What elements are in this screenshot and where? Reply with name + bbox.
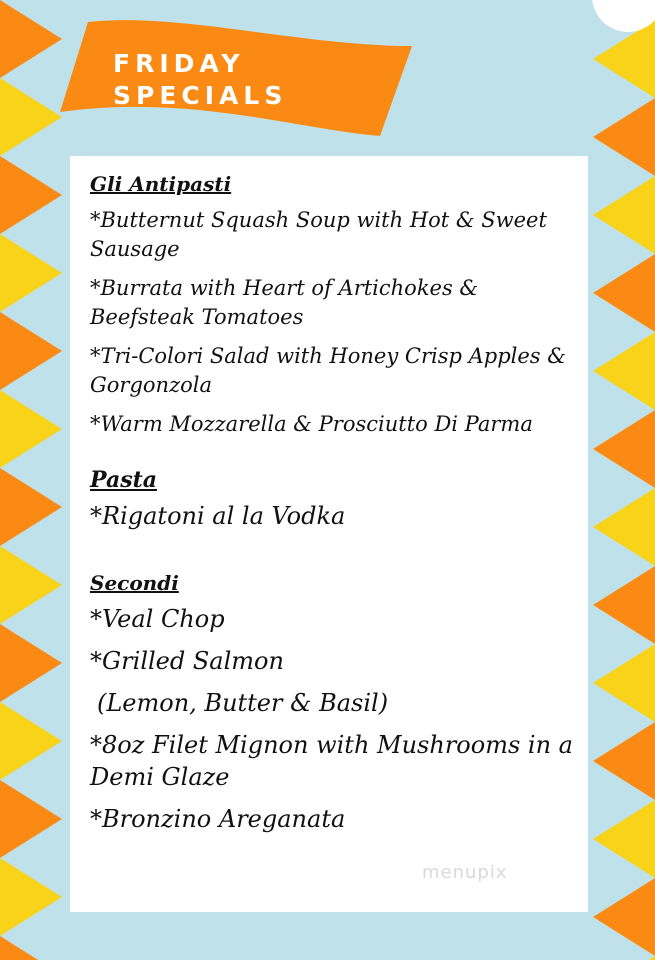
menu-item-note: (Lemon, Butter & Basil) bbox=[97, 689, 389, 717]
menu-card bbox=[70, 156, 588, 912]
right-border-triangle bbox=[593, 332, 655, 410]
section-antipasti bbox=[90, 170, 578, 439]
left-border-triangle bbox=[0, 780, 62, 858]
section-heading: Secondi bbox=[90, 571, 179, 595]
banner-title-line2: SPECIALS bbox=[113, 81, 288, 110]
left-border-triangle bbox=[0, 390, 62, 468]
menu-item: *Veal Chop bbox=[90, 605, 225, 633]
left-border-triangle bbox=[0, 936, 62, 960]
menu-item: *Warm Mozzarella & Prosciutto Di Parma bbox=[90, 412, 533, 436]
left-border-triangle bbox=[0, 702, 62, 780]
right-border-triangle bbox=[593, 98, 655, 176]
left-border-triangle bbox=[0, 0, 62, 78]
left-border-triangle bbox=[0, 78, 62, 156]
watermark: menupix bbox=[422, 862, 508, 883]
menu-item: *Grilled Salmon bbox=[90, 647, 284, 675]
menu-content bbox=[90, 170, 578, 845]
section-pasta bbox=[90, 465, 578, 531]
left-border-triangle bbox=[0, 156, 62, 234]
menu-item: *8oz Filet Mignon with Mushrooms in a Demi Glaze bbox=[90, 731, 573, 791]
left-border-triangle bbox=[0, 858, 62, 936]
section-secondi bbox=[90, 569, 578, 835]
right-border-triangle bbox=[593, 878, 655, 956]
left-border-triangle bbox=[0, 312, 62, 390]
right-border-triangle bbox=[593, 722, 655, 800]
right-border-triangle bbox=[593, 254, 655, 332]
menu-item: *Butternut Squash Soup with Hot & Sweet Sausage bbox=[90, 208, 547, 261]
left-border-triangle bbox=[0, 468, 62, 546]
right-border-triangle bbox=[593, 176, 655, 254]
menu-item: *Bronzino Areganata bbox=[90, 805, 346, 833]
right-border-triangle bbox=[593, 800, 655, 878]
right-border-triangle bbox=[593, 956, 655, 960]
right-border-triangle bbox=[593, 410, 655, 488]
section-heading: Gli Antipasti bbox=[90, 172, 232, 196]
left-border-triangle bbox=[0, 234, 62, 312]
left-border-triangle bbox=[0, 546, 62, 624]
right-border-triangle bbox=[593, 566, 655, 644]
right-border-triangle bbox=[593, 644, 655, 722]
right-border-triangle bbox=[593, 488, 655, 566]
left-border-triangle bbox=[0, 624, 62, 702]
section-heading: Pasta bbox=[90, 467, 158, 493]
banner-title-line1: FRIDAY bbox=[113, 49, 245, 78]
menu-item: *Tri-Colori Salad with Honey Crisp Apples & Gorgonzola bbox=[90, 344, 566, 397]
banner-title bbox=[113, 48, 313, 112]
menu-item: *Rigatoni al la Vodka bbox=[90, 502, 346, 530]
menu-item: *Burrata with Heart of Artichokes & Beefsteak Tomatoes bbox=[90, 276, 479, 329]
